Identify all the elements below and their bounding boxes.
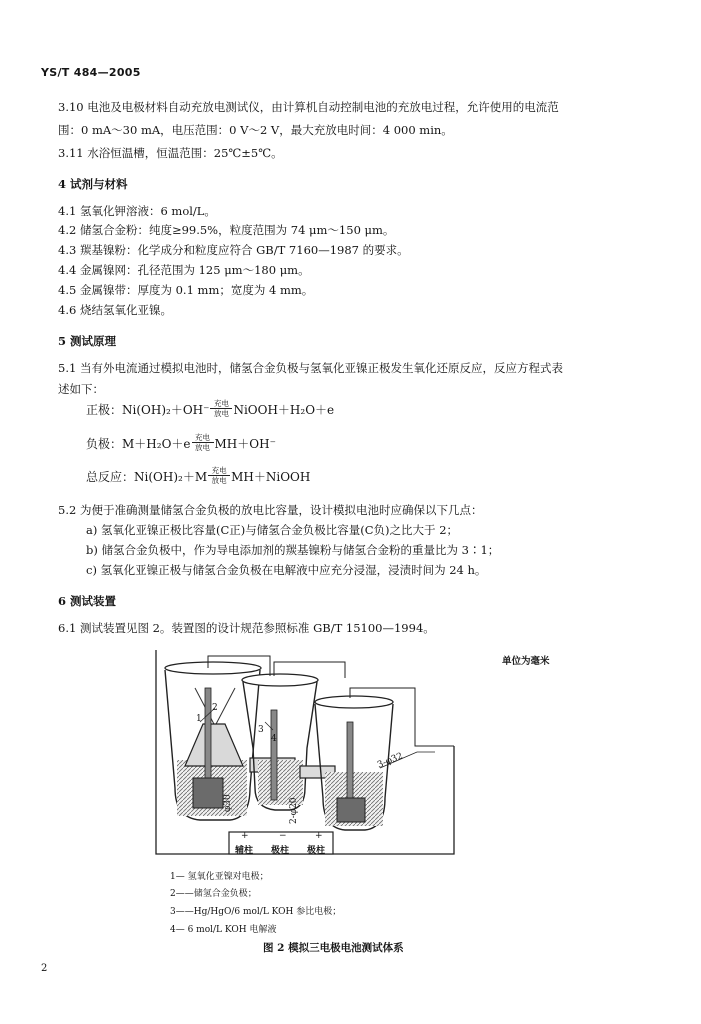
charge-label: 充电	[195, 433, 211, 442]
legend-item-1: 1— 氢氧化亚镍对电极；	[170, 872, 269, 882]
para-5-2: 5.2 为便于准确测量储氢合金负极的放电比容量，设计模拟电池时应确保以下几点：	[58, 503, 483, 517]
figure-apparatus	[155, 648, 455, 856]
item-4-3: 4.3 羰基镍粉：化学成分和粒度应符合 GB/T 7160—1987 的要求。	[58, 243, 409, 257]
para-3-10-line1: 3.10 电池及电极材料自动充放电测试仪，由计算机自动控制电池的充放电过程，允许使用的电流范	[58, 100, 559, 114]
callout-4: 4	[271, 734, 277, 744]
section-5-title: 5 测试原理	[58, 334, 117, 348]
equation-total	[86, 467, 310, 485]
para-3-10-line2: 围：0 mA～30 mA，电压范围：0 V～2 V，最大充放电时间：4 000 min。	[58, 123, 453, 137]
eq-pos-left: 正极：Ni(OH)₂＋OH⁻	[86, 402, 210, 417]
terminal-label-2: 极柱	[271, 846, 290, 856]
legend-item-3: 3——Hg/HgO/6 mol/L KOH 参比电极；	[170, 907, 342, 917]
terminal-label-3: 极柱	[307, 846, 326, 856]
para-5-1-line2: 述如下：	[58, 382, 104, 396]
section-6-title: 6 测试装置	[58, 594, 117, 608]
standard-code: YS/T 484—2005	[41, 66, 141, 79]
discharge-label: 放电	[208, 475, 230, 485]
item-4-6: 4.6 烧结氢氧化亚镍。	[58, 303, 172, 317]
charge-label: 充电	[213, 399, 229, 408]
discharge-label: 放电	[192, 442, 214, 452]
charge-discharge-arrow	[192, 434, 214, 452]
equation-positive	[86, 400, 334, 418]
charge-discharge-arrow	[208, 467, 230, 485]
dimension-3-phi32: 3-φ32	[376, 751, 405, 771]
eq-pos-right: NiOOH＋H₂O＋e	[233, 402, 335, 417]
terminal-sign-1: +	[241, 831, 249, 841]
list-item-b: b) 储氢合金负极中，作为导电添加剂的羰基镍粉与储氢合金粉的重量比为 3∶1；	[86, 543, 500, 557]
callout-3: 3	[258, 725, 264, 735]
charge-label: 充电	[211, 466, 227, 475]
figure-caption: 图 2 模拟三电极电池测试体系	[263, 942, 404, 954]
apparatus-drawing	[155, 648, 455, 856]
eq-total-right: MH＋NiOOH	[231, 469, 311, 484]
unit-label: 单位为毫米	[502, 656, 550, 667]
charge-discharge-arrow	[210, 400, 232, 418]
para-5-1-line1: 5.1 当有外电流通过模拟电池时，储氢合金负极与氢氧化亚镍正极发生氧化还原反应，反应方程式表	[58, 361, 563, 375]
para-3-11: 3.11 水浴恒温槽，恒温范围：25℃±5℃。	[58, 146, 283, 160]
terminal-sign-2: −	[279, 831, 287, 841]
item-4-5: 4.5 金属镍带：厚度为 0.1 mm；宽度为 4 mm。	[58, 283, 314, 297]
list-item-a: a) 氢氧化亚镍正极比容量(C正)与储氢合金负极比容量(C负)之比大于 2；	[86, 523, 459, 537]
section-4-title: 4 试剂与材料	[58, 177, 128, 191]
page-number: 2	[41, 963, 48, 974]
terminal-label-1: 辅柱	[235, 846, 254, 856]
eq-neg-right: MH＋OH⁻	[214, 436, 276, 451]
dimension-2-phi20: 2-φ20	[289, 797, 299, 824]
item-4-2: 4.2 储氢合金粉：纯度≥99.5%，粒度范围为 74 μm～150 μm。	[58, 223, 395, 237]
legend-item-4: 4— 6 mol/L KOH 电解液	[170, 925, 277, 935]
equation-negative	[86, 434, 276, 452]
terminal-sign-3: +	[315, 831, 323, 841]
discharge-label: 放电	[210, 408, 232, 418]
item-4-1: 4.1 氢氧化钾溶液：6 mol/L。	[58, 204, 216, 218]
callout-1: 1	[196, 714, 202, 724]
list-item-c: c) 氢氧化亚镍正极与储氢合金负极在电解液中应充分浸湿，浸渍时间为 24 h。	[86, 563, 487, 577]
legend-item-2: 2——储氢合金负极；	[170, 889, 257, 899]
item-4-4: 4.4 金属镍网：孔径范围为 125 μm～180 μm。	[58, 263, 310, 277]
eq-neg-left: 负极：M＋H₂O＋e	[86, 436, 191, 451]
eq-total-left: 总反应：Ni(OH)₂＋M	[86, 469, 208, 484]
callout-2: 2	[212, 703, 218, 713]
dimension-phi30: φ30	[223, 794, 233, 812]
para-6-1: 6.1 测试装置见图 2。装置图的设计规范参照标准 GB/T 15100—1994。	[58, 621, 435, 635]
